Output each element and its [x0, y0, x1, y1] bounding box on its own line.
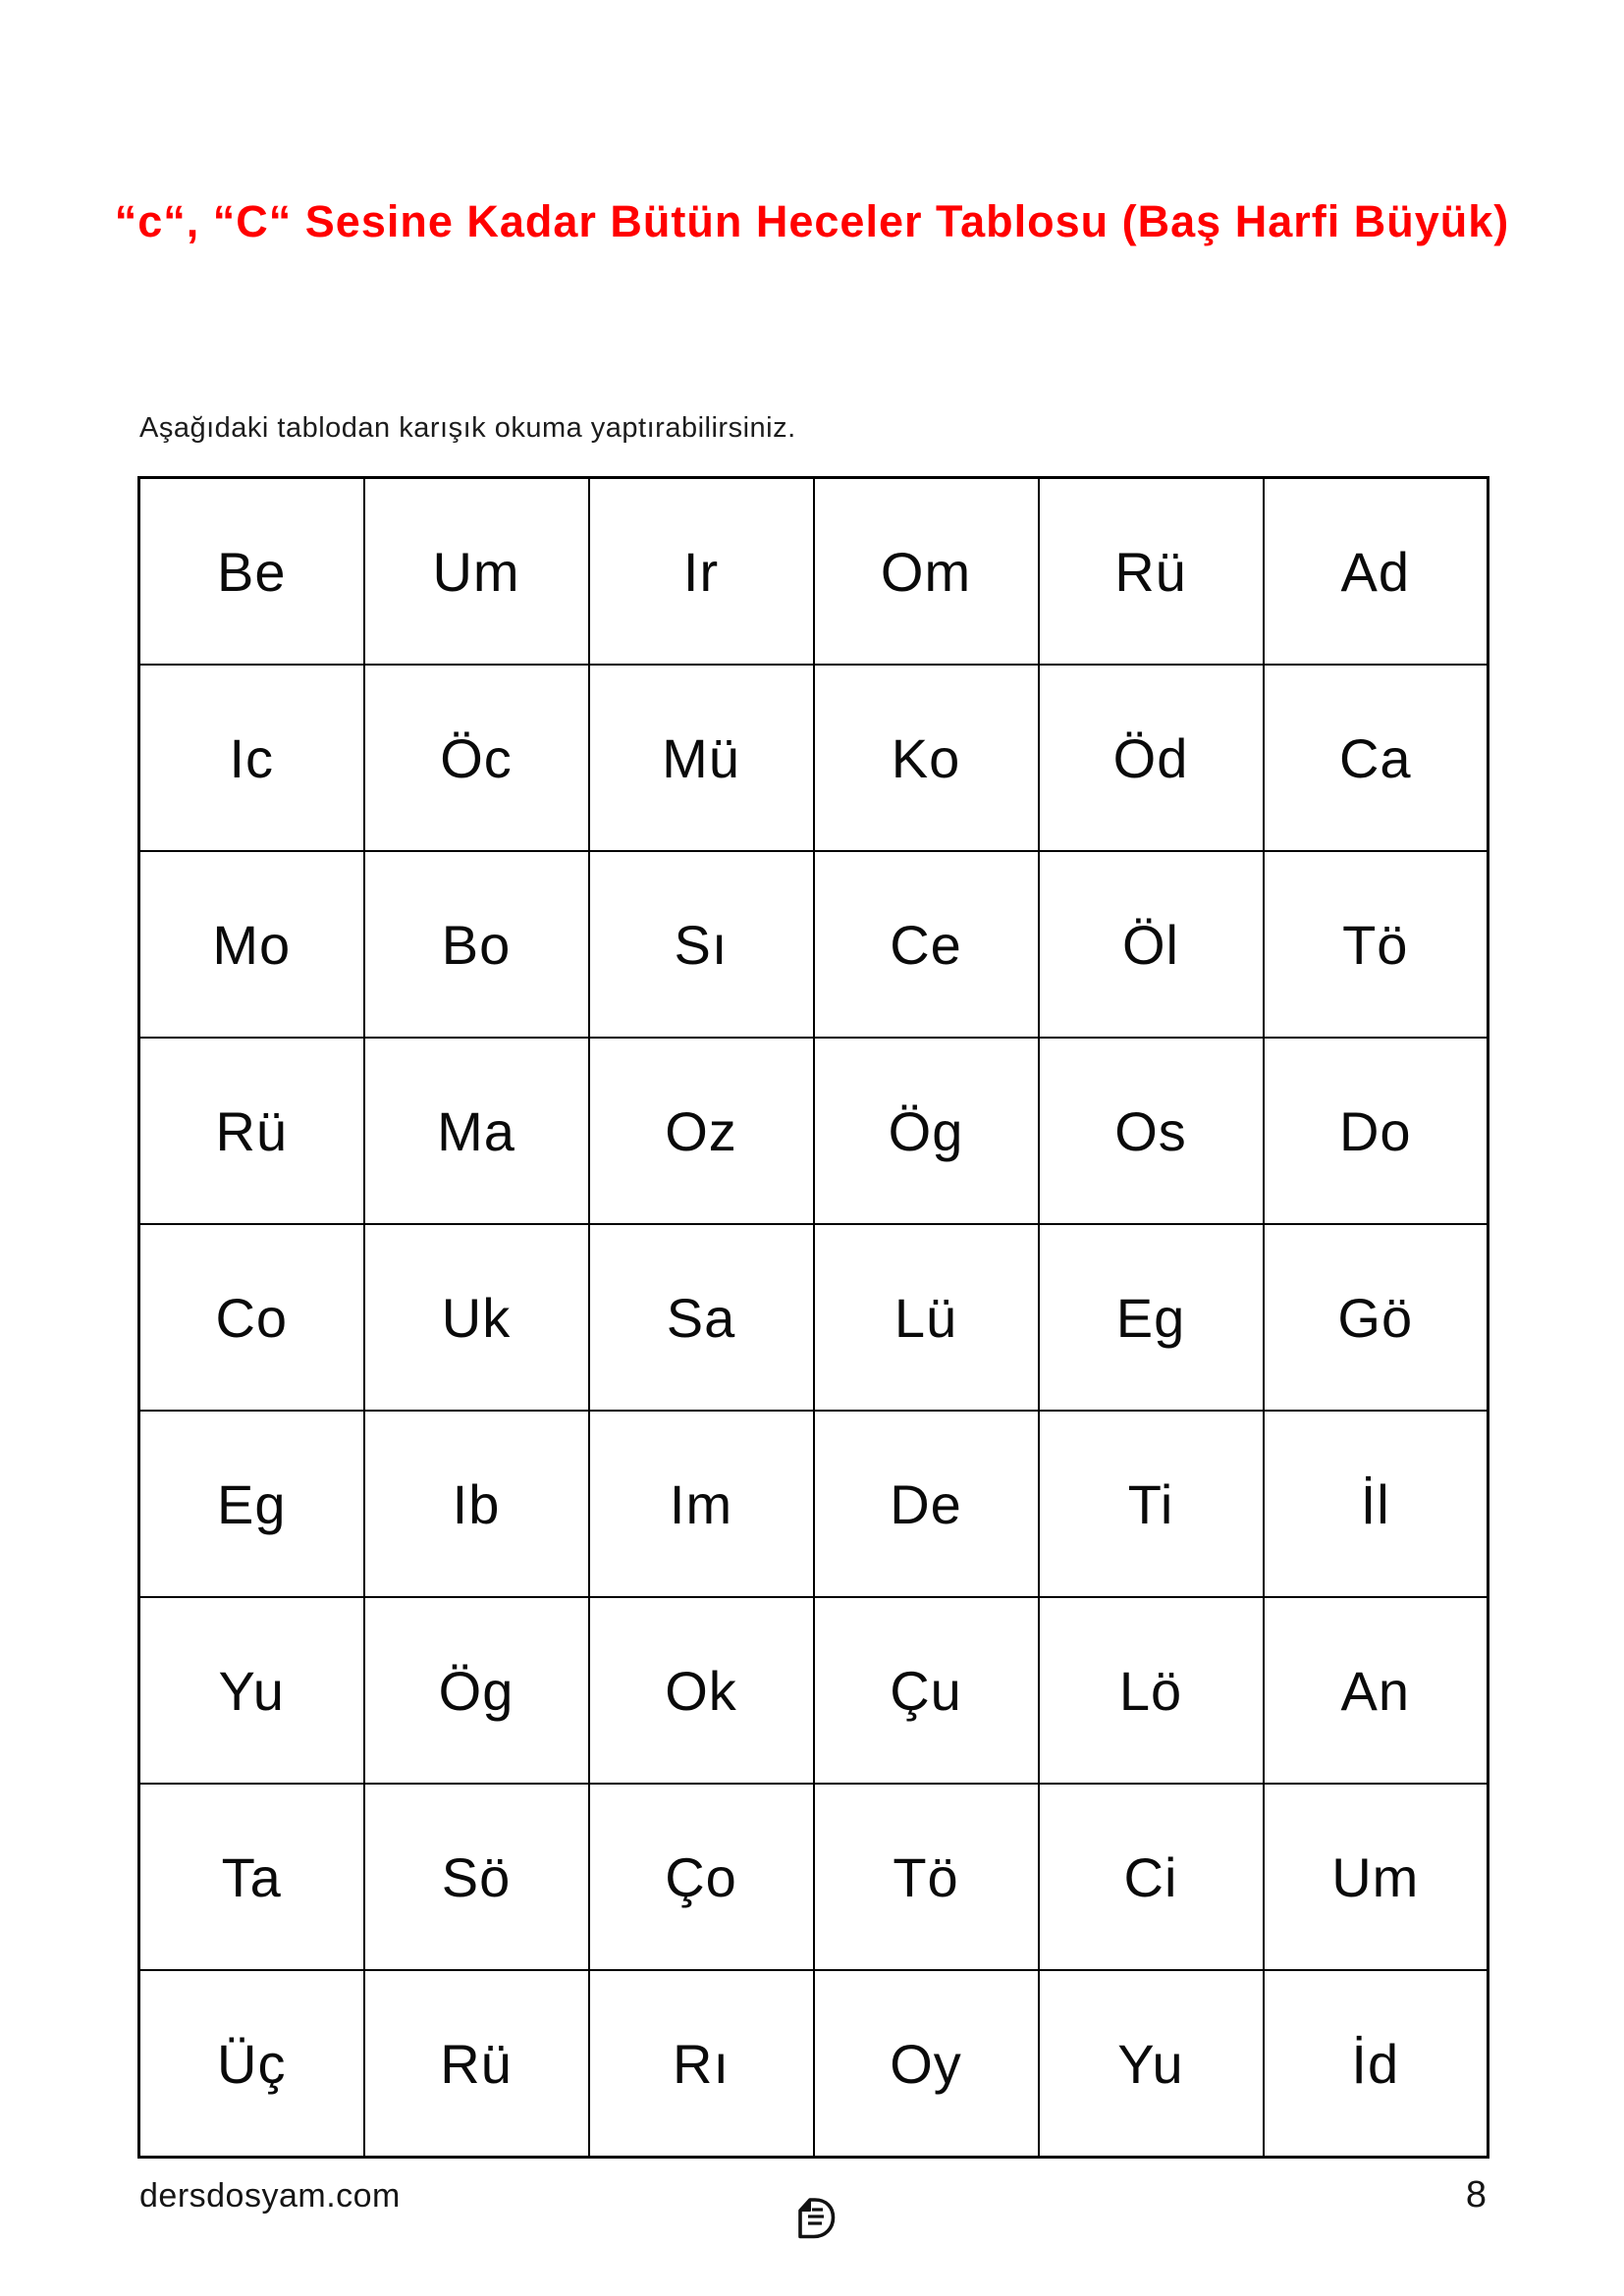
syllable-cell: Im — [589, 1411, 814, 1597]
syllable-cell: Öc — [364, 665, 589, 851]
syllable-cell: Rü — [364, 1970, 589, 2158]
syllable-cell: Üç — [139, 1970, 364, 2158]
syllable-cell: Ko — [814, 665, 1039, 851]
syllable-cell: Ok — [589, 1597, 814, 1784]
syllable-cell: Ci — [1039, 1784, 1264, 1970]
syllable-cell: Ma — [364, 1038, 589, 1224]
table-row — [139, 851, 1489, 1038]
instruction-text: Aşağıdaki tablodan karışık okuma yaptırabilirsiniz. — [139, 412, 796, 444]
syllable-cell: Eg — [1039, 1224, 1264, 1411]
syllable-cell: Be — [139, 478, 364, 666]
syllable-cell: Sı — [589, 851, 814, 1038]
syllable-cell: Ce — [814, 851, 1039, 1038]
syllable-cell: Do — [1264, 1038, 1489, 1224]
syllable-cell: Yu — [139, 1597, 364, 1784]
syllable-cell: Ta — [139, 1784, 364, 1970]
syllable-cell: Ib — [364, 1411, 589, 1597]
syllable-cell: Oy — [814, 1970, 1039, 2158]
syllable-cell: İd — [1264, 1970, 1489, 2158]
syllable-cell: Eg — [139, 1411, 364, 1597]
syllable-cell: Bo — [364, 851, 589, 1038]
syllable-cell: Uk — [364, 1224, 589, 1411]
document-lines-icon — [788, 2195, 836, 2242]
syllable-cell: Sö — [364, 1784, 589, 1970]
syllable-cell: Sa — [589, 1224, 814, 1411]
table-row — [139, 1784, 1489, 1970]
syllable-cell: Om — [814, 478, 1039, 666]
syllable-cell: Lü — [814, 1224, 1039, 1411]
table-row — [139, 1224, 1489, 1411]
table-row — [139, 665, 1489, 851]
syllable-cell: Ög — [814, 1038, 1039, 1224]
footer-website: dersdosyam.com — [139, 2177, 401, 2215]
syllable-cell: Öl — [1039, 851, 1264, 1038]
syllable-cell: Ic — [139, 665, 364, 851]
syllable-cell: Öd — [1039, 665, 1264, 851]
syllable-cell: Rü — [139, 1038, 364, 1224]
syllable-cell: Os — [1039, 1038, 1264, 1224]
syllable-cell: Lö — [1039, 1597, 1264, 1784]
page-number: 8 — [1465, 2174, 1487, 2216]
syllable-cell: Co — [139, 1224, 364, 1411]
syllable-cell: İl — [1264, 1411, 1489, 1597]
syllable-cell: Um — [364, 478, 589, 666]
syllable-cell: Gö — [1264, 1224, 1489, 1411]
syllable-cell: Um — [1264, 1784, 1489, 1970]
syllable-cell: Rü — [1039, 478, 1264, 666]
page-title: “c“, “C“ Sesine Kadar Bütün Heceler Tablosu (Baş Harfi Büyük) — [114, 196, 1510, 246]
syllable-cell: Ög — [364, 1597, 589, 1784]
table-row — [139, 1038, 1489, 1224]
syllable-cell: De — [814, 1411, 1039, 1597]
syllable-cell: Ca — [1264, 665, 1489, 851]
syllable-cell: Tö — [1264, 851, 1489, 1038]
syllable-cell: Ir — [589, 478, 814, 666]
table-row — [139, 1411, 1489, 1597]
table-row — [139, 478, 1489, 666]
syllable-cell: Ço — [589, 1784, 814, 1970]
syllable-cell: Mo — [139, 851, 364, 1038]
syllable-table — [137, 476, 1489, 2159]
syllable-cell: Ad — [1264, 478, 1489, 666]
syllable-cell: Tö — [814, 1784, 1039, 1970]
syllable-cell: Mü — [589, 665, 814, 851]
syllable-cell: Rı — [589, 1970, 814, 2158]
syllable-cell: An — [1264, 1597, 1489, 1784]
table-row — [139, 1970, 1489, 2158]
syllable-cell: Ti — [1039, 1411, 1264, 1597]
syllable-cell: Yu — [1039, 1970, 1264, 2158]
table-row — [139, 1597, 1489, 1784]
syllable-cell: Oz — [589, 1038, 814, 1224]
syllable-cell: Çu — [814, 1597, 1039, 1784]
